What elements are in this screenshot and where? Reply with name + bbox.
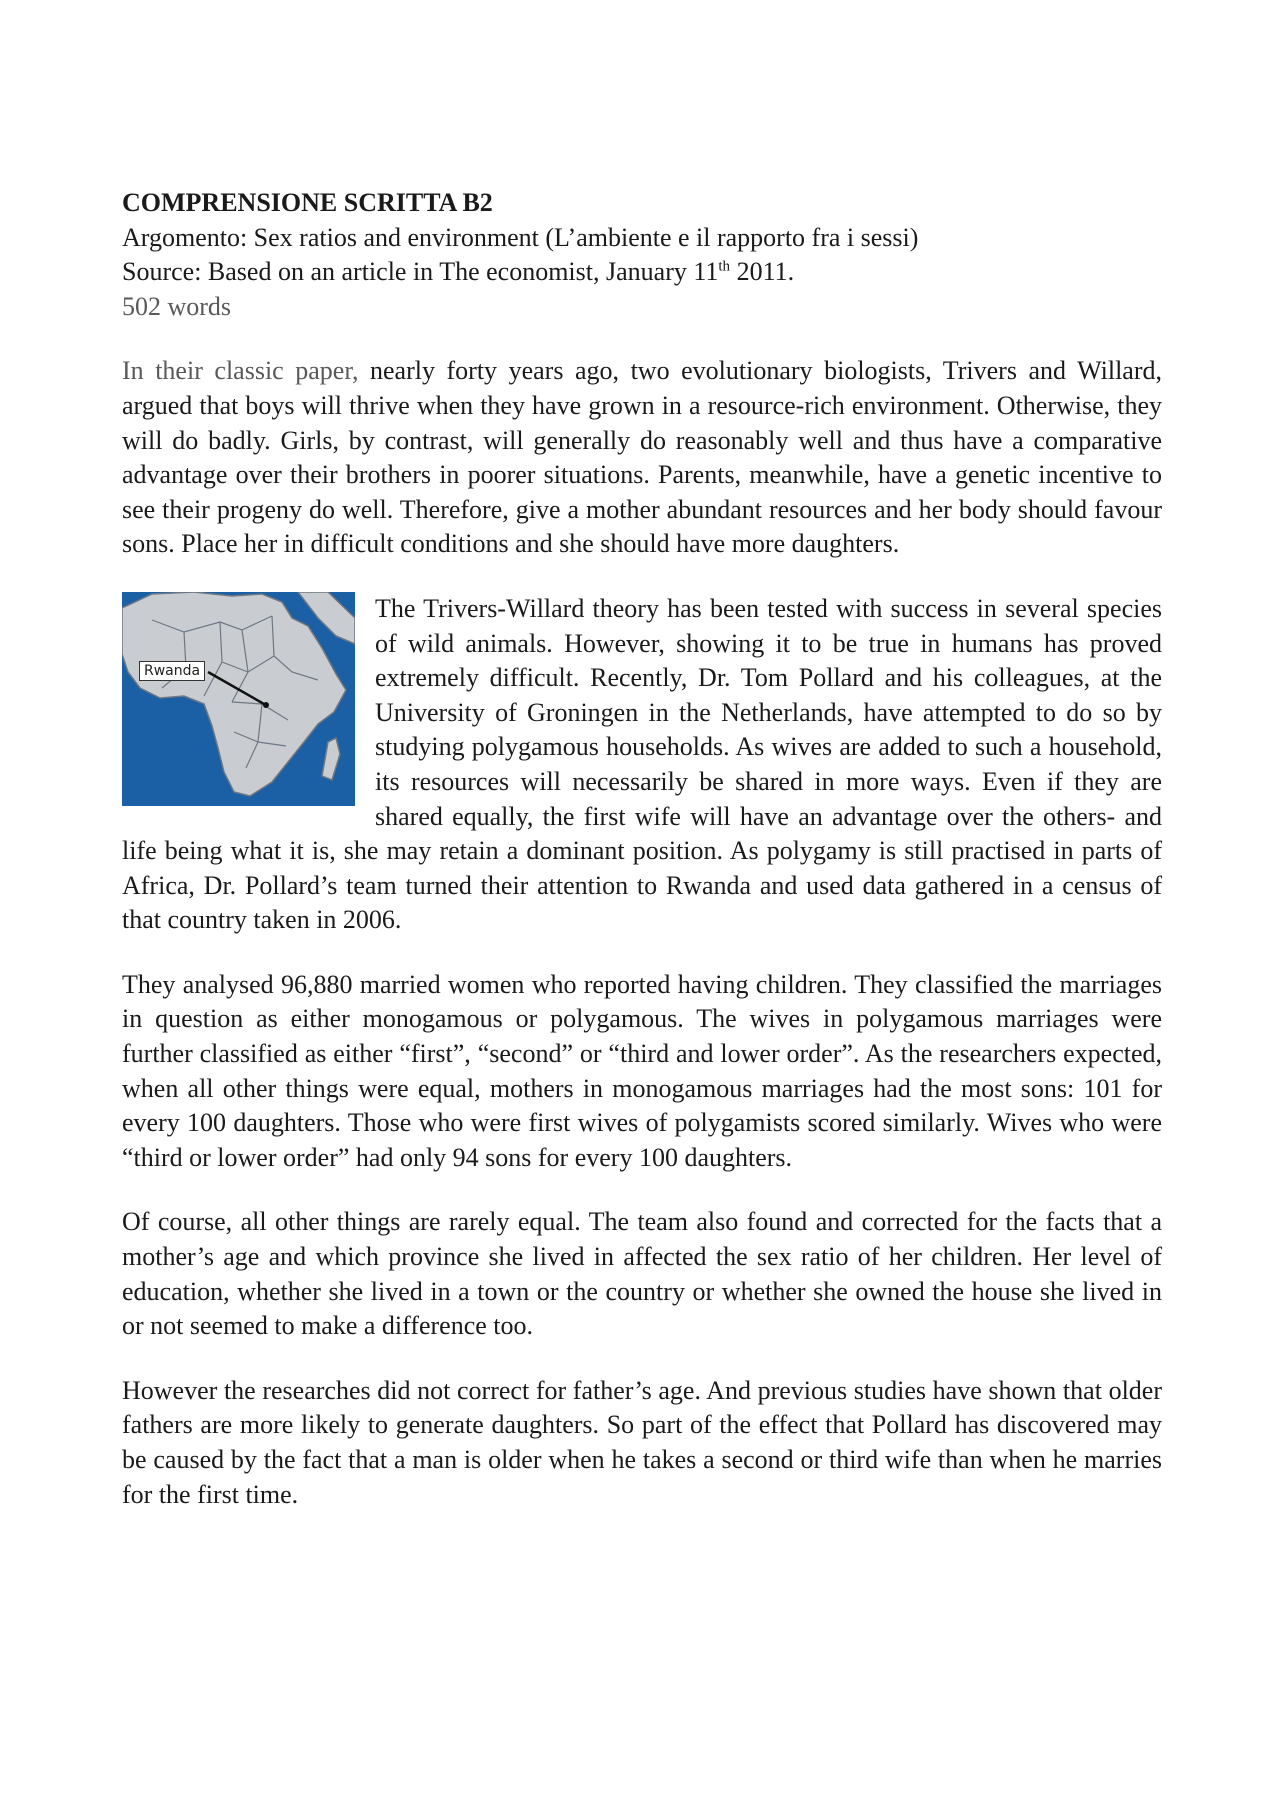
source-date-superscript: th <box>718 258 731 275</box>
paragraph-5: However the researches did not correct for father’s age. And previous studies have shown that older fathers are more likely to generate daughters. So part of the effect that Pollard has discovered may be caused by the fact that a man is older when he takes a second or third wife than when he marries for the first time. <box>122 1375 1162 1509</box>
paragraph-1-lead: In their classic paper, <box>122 356 359 386</box>
document-title: COMPRENSIONE SCRITTA B2 <box>122 188 493 217</box>
madagascar-shape <box>322 738 340 780</box>
word-count: 502 words <box>122 291 232 321</box>
source-line <box>122 255 1162 290</box>
africa-map-image <box>122 592 355 806</box>
paragraph-2 <box>122 592 1162 938</box>
source-text: Source: Based on an article in The economist, January 11 <box>122 257 719 287</box>
paragraph-2-body: The Trivers-Willard theory has been tested with success in several species of wild animals. However, showing it to be true in humans has proved extremely difficult. Recently, Dr. Tom Pollard and his colleagues, at the University of Groningen in the Netherlands, have attempted to do so by studying polygamous households. As wives are added to such a household, its resources will necessarily be shared in more ways. Even if they are shared equally, the first wife will have an advantage over the others- and life being what it is, she may retain a dominant position. As polygamy is still practised in parts of Africa, Dr. Pollard’s team turned their attention to Rwanda and used data gathered in a census of that country taken in 2006. <box>122 593 1162 935</box>
paragraph-1 <box>122 354 1162 562</box>
topic-line: Argomento: Sex ratios and environment (L’ambiente e il rapporto fra i sessi) <box>122 222 919 252</box>
document-page <box>122 186 1162 1542</box>
map-label-rwanda: Rwanda <box>139 661 205 681</box>
source-year: 2011. <box>730 257 795 287</box>
paragraph-3: They analysed 96,880 married women who reported having children. They classified the marriages in question as either monogamous or polygamous. The wives in polygamous marriages were further classified as either “first”, “second” or “third and lower order”. As the researchers expected, when all other things were equal, mothers in monogamous marriages had the most sons: 101 for every 100 daughters. Those who were first wives of polygamists scored similarly. Wives who were “third or lower order” had only 94 sons for every 100 daughters. <box>122 969 1162 1172</box>
paragraph-4: Of course, all other things are rarely equal. The team also found and corrected for the facts that a mother’s age and which province she lived in affected the sex ratio of her children. Her level of education, whether she lived in a town or the country or whether she owned the house she lived in or not seemed to make a difference too. <box>122 1207 1162 1341</box>
paragraph-1-body: nearly forty years ago, two evolutionary biologists, Trivers and Willard, argued that boys will thrive when they have grown in a resource-rich environment. Otherwise, they will do badly. Girls, by contrast, will generally do reasonably well and thus have a comparative advantage over their brothers in poorer situations. Parents, meanwhile, have a genetic incentive to see their progeny do well. Therefore, give a mother abundant resources and her body should favour sons. Place her in difficult conditions and she should have more daughters. <box>122 356 1162 559</box>
rwanda-location-dot <box>263 702 269 708</box>
africa-map-drawing <box>122 592 355 806</box>
africa-continent-shape <box>122 592 346 796</box>
